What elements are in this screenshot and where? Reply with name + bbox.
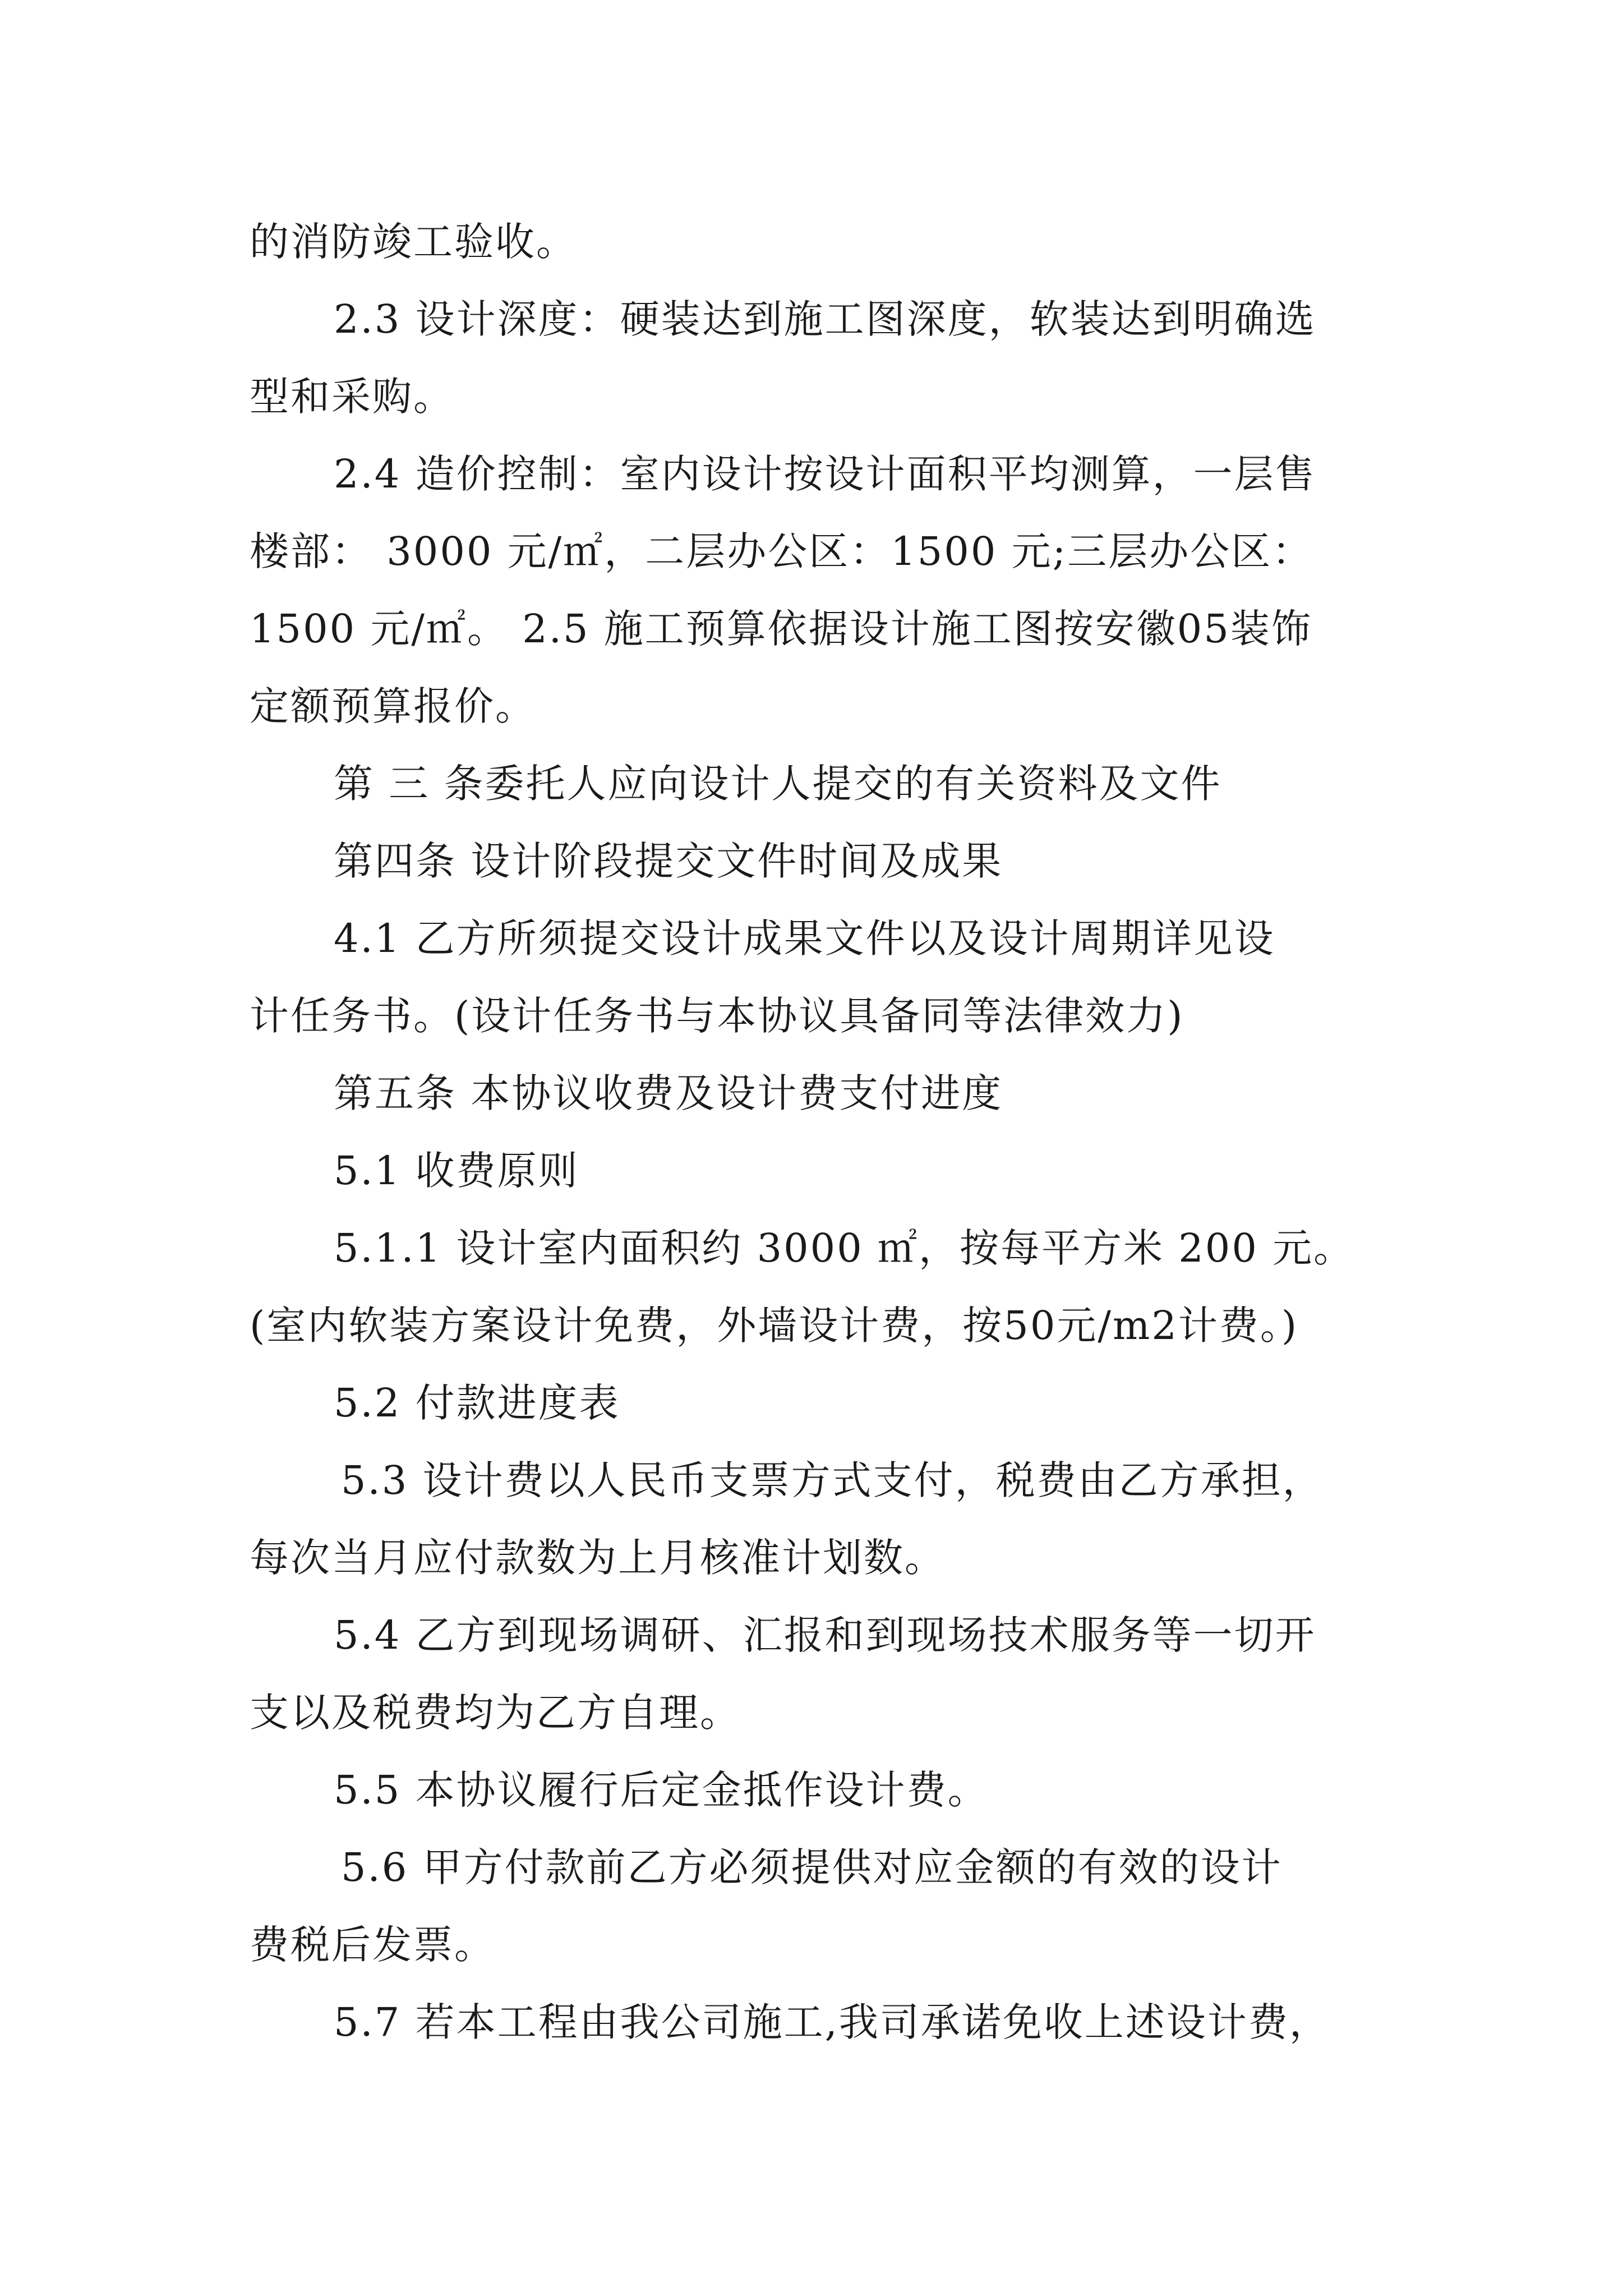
text-line: 5.3 设计费以人民币支票方式支付，税费由乙方承担， [341,1457,1324,1503]
text-line: 楼部： 3000 元/㎡，二层办公区：1500 元;三层办公区： [250,528,1313,574]
text-line: (室内软装方案设计免费，外墙设计费，按50元/m2计费。) [250,1303,1299,1349]
text-line: 型和采购。 [250,374,454,420]
text-line: 5.5 本协议履行后定金抵作设计费。 [334,1767,989,1813]
text-line: 5.2 付款进度表 [334,1380,620,1426]
text-line: 1500 元/㎡。 2.5 施工预算依据设计施工图按安徽05装饰 [250,606,1312,652]
text-line: 计任务书。(设计任务书与本协议具备同等法律效力) [250,993,1184,1039]
text-line: 5.4 乙方到现场调研、汇报和到现场技术服务等一切开 [334,1612,1316,1658]
text-line: 的消防竣工验收。 [250,219,577,265]
text-line: 2.4 造价控制：室内设计按设计面积平均测算，一层售 [334,451,1316,497]
text-line: 费税后发票。 [250,1922,495,1968]
text-line: 第四条 设计阶段提交文件时间及成果 [334,838,1003,884]
text-line: 定额预算报价。 [250,683,536,729]
text-line: 4.1 乙方所须提交设计成果文件以及设计周期详见设 [334,915,1275,961]
text-line: 5.7 若本工程由我公司施工,我司承诺免收上述设计费， [334,1999,1330,2045]
text-line: 5.6 甲方付款前乙方必须提供对应金额的有效的设计 [341,1844,1283,1890]
text-line: 5.1.1 设计室内面积约 3000 ㎡，按每平方米 200 元。 [334,1225,1355,1271]
text-line: 第 三 条委托人应向设计人提交的有关资料及文件 [334,761,1222,807]
text-line: 支以及税费均为乙方自理。 [250,1690,741,1736]
text-line: 第五条 本协议收费及设计费支付进度 [334,1070,1003,1116]
text-line: 2.3 设计深度：硬装达到施工图深度，软装达到明确选 [334,296,1316,342]
text-line: 每次当月应付款数为上月核准计划数。 [250,1535,946,1581]
text-line: 5.1 收费原则 [334,1148,579,1194]
